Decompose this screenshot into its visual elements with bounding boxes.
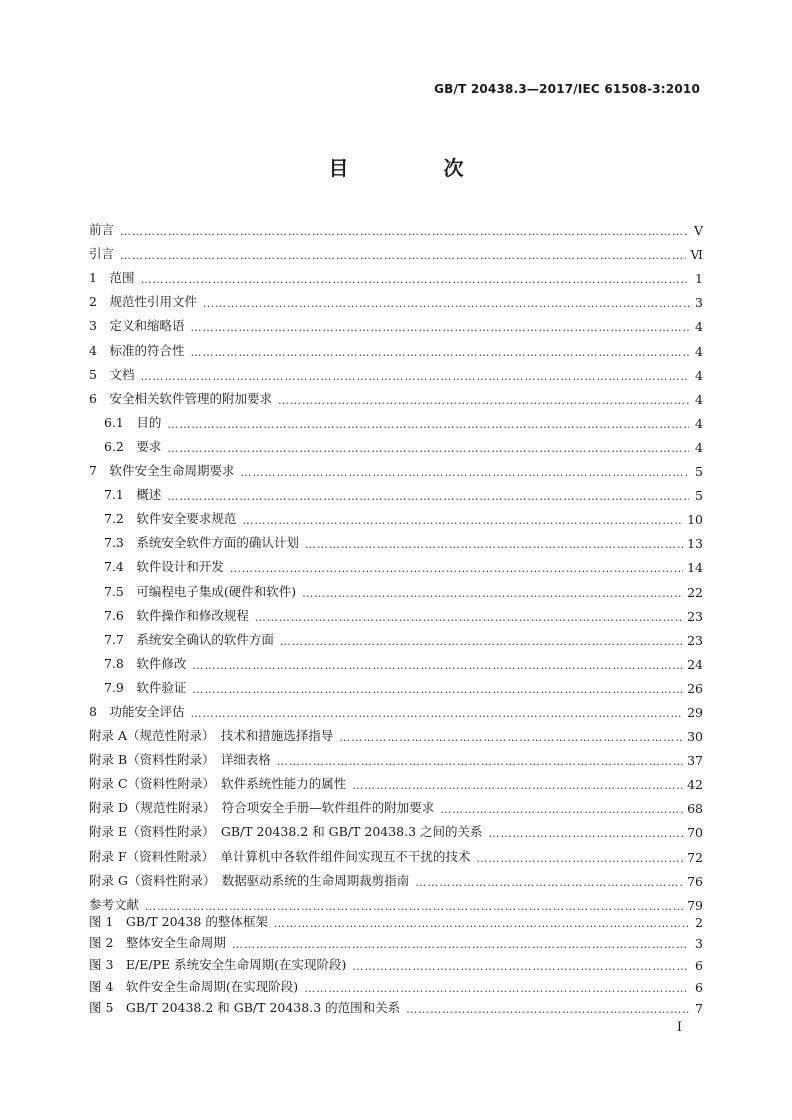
toc-entry-page: 68: [687, 801, 703, 817]
toc-entry-label: 7.2 软件安全要求规范: [104, 511, 237, 527]
toc-entry-label: 引言: [89, 246, 115, 262]
table-of-contents: [89, 214, 703, 913]
toc-entry-page: 37: [687, 753, 703, 769]
dot-leader: [305, 539, 683, 551]
toc-entry[interactable]: [89, 503, 703, 527]
toc-entry-page: 4: [695, 415, 703, 431]
toc-entry-page: 5: [695, 488, 703, 504]
toc-entry[interactable]: [89, 551, 703, 575]
toc-entry-page: 14: [687, 560, 703, 576]
dot-leader: [140, 274, 689, 286]
figure-entry-page: 6: [695, 958, 703, 974]
figure-entry-page: 3: [695, 936, 703, 952]
toc-entry-page: 22: [687, 584, 703, 600]
dot-leader: [242, 515, 683, 527]
toc-entry-page: 76: [687, 873, 703, 889]
toc-entry-label: 7.8 软件修改: [104, 655, 187, 671]
toc-entry[interactable]: [89, 672, 703, 696]
toc-entry-page: 23: [687, 608, 703, 624]
figure-entry-label: 图 3 E/E/PE 系统安全生命周期(在实现阶段): [89, 957, 347, 973]
figure-entry[interactable]: [89, 995, 703, 1017]
toc-entry-page: 70: [687, 825, 703, 841]
toc-entry-label: 7.3 系统安全软件方面的确认计划: [104, 535, 299, 551]
toc-entry-label: 7.5 可编程电子集成(硬件和软件): [104, 583, 297, 599]
toc-entry-label: 8 功能安全评估: [89, 703, 185, 719]
dot-leader: [440, 804, 683, 816]
toc-entry-page: 1: [695, 271, 703, 287]
figure-entry[interactable]: [89, 973, 703, 995]
figure-entry[interactable]: [89, 951, 703, 973]
toc-entry-label: 附录 C（资料性附录） 软件系统性能力的属性: [89, 776, 347, 792]
toc-entry-page: 29: [687, 704, 703, 720]
dot-leader: [167, 419, 689, 431]
dot-leader: [232, 939, 689, 951]
dot-leader: [415, 877, 683, 889]
dot-leader: [255, 612, 683, 624]
dot-leader: [240, 467, 689, 479]
toc-entry-page: 23: [687, 632, 703, 648]
dot-leader: [167, 443, 689, 455]
toc-entry[interactable]: [89, 768, 703, 792]
toc-entry[interactable]: [89, 696, 703, 720]
toc-entry-page: 79: [687, 897, 703, 913]
dot-leader: [120, 226, 689, 238]
dot-leader: [302, 588, 683, 600]
toc-entry-label: 6.1 目的: [104, 414, 162, 430]
toc-entry[interactable]: [89, 407, 703, 431]
toc-entry-label: 2 规范性引用文件: [89, 294, 197, 310]
toc-entry[interactable]: [89, 383, 703, 407]
dot-leader: [274, 918, 689, 930]
toc-entry-label: 7.4 软件设计和开发: [104, 559, 224, 575]
toc-entry[interactable]: [89, 286, 703, 310]
toc-entry-page: 4: [695, 439, 703, 455]
toc-entry-label: 7.9 软件验证: [104, 679, 187, 695]
toc-entry[interactable]: [89, 648, 703, 672]
toc-entry[interactable]: [89, 816, 703, 840]
toc-entry-page: 30: [687, 729, 703, 745]
toc-entry[interactable]: [89, 479, 703, 503]
toc-entry-page: 13: [687, 536, 703, 552]
toc-entry[interactable]: [89, 527, 703, 551]
toc-entry-label: 3 定义和缩略语: [89, 318, 185, 334]
toc-entry-label: 7.6 软件操作和修改规程: [104, 607, 249, 623]
dot-leader: [476, 853, 683, 865]
standard-number: GB/T 20438.3—2017/IEC 61508-3:2010: [434, 82, 700, 96]
page-number: I: [676, 1020, 682, 1035]
toc-entry[interactable]: [89, 720, 703, 744]
toc-entry[interactable]: [89, 238, 703, 262]
toc-entry-page: 4: [695, 391, 703, 407]
toc-entry-page: 5: [695, 464, 703, 480]
dot-leader: [352, 961, 689, 973]
dot-leader: [339, 732, 683, 744]
figure-entry-label: 图 4 软件安全生命周期(在实现阶段): [89, 978, 299, 994]
toc-entry-label: 7.7 系统安全确认的软件方面: [104, 631, 274, 647]
dot-leader: [352, 780, 683, 792]
toc-entry-label: 附录 B（资料性附录） 详细表格: [89, 752, 271, 768]
dot-leader: [304, 983, 689, 995]
figure-entry-label: 图 1 GB/T 20438 的整体框架: [89, 913, 268, 929]
dot-leader: [192, 660, 683, 672]
toc-entry[interactable]: [89, 359, 703, 383]
toc-entry[interactable]: [89, 455, 703, 479]
toc-entry-page: 4: [695, 319, 703, 335]
toc-entry-page: 72: [687, 849, 703, 865]
toc-entry-page: 4: [695, 367, 703, 383]
toc-entry-label: 附录 F（资料性附录） 单计算机中各软件组件间实现互不干扰的技术: [89, 848, 471, 864]
dot-leader: [230, 563, 683, 575]
toc-entry[interactable]: [89, 214, 703, 238]
dot-leader: [140, 371, 689, 383]
dot-leader: [406, 1004, 689, 1016]
toc-entry-label: 1 范围: [89, 270, 135, 286]
toc-entry-page: Ⅵ: [690, 247, 703, 263]
list-of-figures: [89, 908, 703, 1016]
figure-entry-label: 图 2 整体安全生命周期: [89, 935, 226, 951]
toc-entry-page: 24: [687, 656, 703, 672]
toc-entry[interactable]: [89, 840, 703, 864]
toc-entry-page: 26: [687, 680, 703, 696]
dot-leader: [190, 347, 689, 359]
toc-entry[interactable]: [89, 624, 703, 648]
dot-leader: [489, 828, 684, 840]
toc-entry-label: 参考文献: [89, 896, 140, 912]
toc-entry-label: 附录 E（资料性附录） GB/T 20438.2 和 GB/T 20438.3 之间的关系: [89, 824, 483, 840]
figure-entry-page: 6: [695, 979, 703, 995]
toc-entry-label: 6.2 要求: [104, 438, 162, 454]
toc-entry[interactable]: [89, 310, 703, 334]
toc-entry-label: 7.1 概述: [104, 487, 162, 503]
toc-entry[interactable]: [89, 262, 703, 286]
toc-entry-label: 7 软件安全生命周期要求: [89, 463, 235, 479]
toc-entry[interactable]: [89, 334, 703, 358]
toc-entry[interactable]: [89, 744, 703, 768]
dot-leader: [277, 756, 683, 768]
figure-entry[interactable]: [89, 908, 703, 930]
toc-entry[interactable]: [89, 865, 703, 889]
toc-entry[interactable]: [89, 600, 703, 624]
toc-entry-label: 附录 G（资料性附录） 数据驱动系统的生命周期裁剪指南: [89, 872, 410, 888]
toc-entry-label: 前言: [89, 222, 115, 238]
toc-entry-label: 附录 D（规范性附录） 符合项安全手册—软件组件的附加要求: [89, 800, 435, 816]
dot-leader: [120, 250, 686, 262]
dot-leader: [190, 322, 689, 334]
dot-leader: [167, 491, 689, 503]
dot-leader: [192, 684, 683, 696]
toc-entry-page: Ⅴ: [693, 223, 703, 239]
dot-leader: [280, 636, 683, 648]
figure-entry[interactable]: [89, 930, 703, 952]
toc-entry-page: 4: [695, 343, 703, 359]
toc-entry[interactable]: [89, 792, 703, 816]
toc-entry-page: 42: [687, 777, 703, 793]
toc-entry-label: 4 标准的符合性: [89, 342, 185, 358]
figure-entry-page: 2: [695, 914, 703, 930]
figure-entry-page: 7: [695, 1001, 703, 1017]
toc-entry[interactable]: [89, 431, 703, 455]
figure-entry-label: 图 5 GB/T 20438.2 和 GB/T 20438.3 的范围和关系: [89, 1000, 401, 1016]
toc-entry-page: 3: [695, 295, 703, 311]
dot-leader: [203, 298, 689, 310]
toc-entry-label: 6 安全相关软件管理的附加要求: [89, 390, 272, 406]
page-title: 目 次: [328, 156, 508, 180]
dot-leader: [190, 708, 683, 720]
toc-entry[interactable]: [89, 575, 703, 599]
toc-entry-label: 5 文档: [89, 366, 135, 382]
dot-leader: [278, 395, 689, 407]
toc-entry-page: 10: [687, 512, 703, 528]
toc-entry-label: 附录 A（规范性附录） 技术和措施选择指导: [89, 728, 334, 744]
